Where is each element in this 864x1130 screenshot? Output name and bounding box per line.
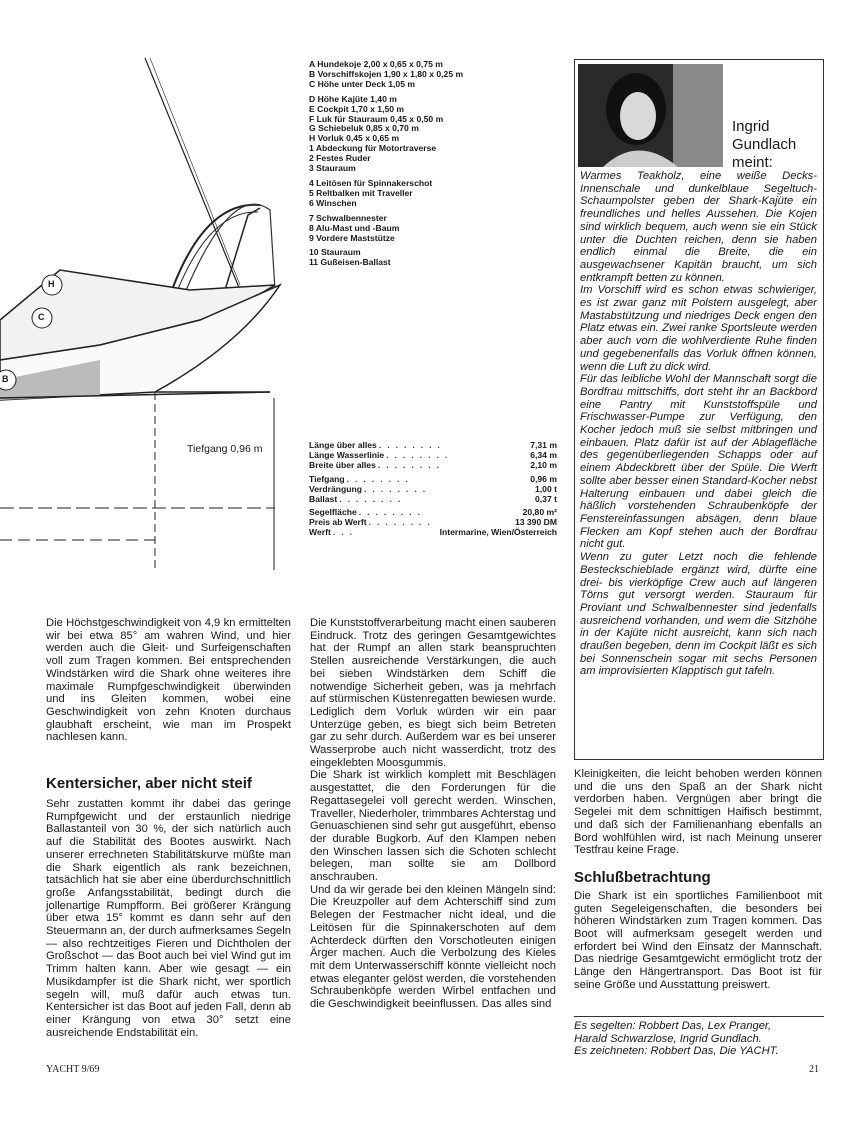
spec-item: D Höhe Kajüte 1,40 m	[309, 93, 397, 104]
article-column-2	[310, 617, 556, 1011]
spec-item: 7 Schwalbennester	[309, 212, 387, 223]
dimension-row: Breite über alles ........ 2,10 m	[309, 459, 557, 470]
spec-item: E Cockpit 1,70 x 1,50 m	[309, 103, 405, 114]
drawing-marker-h: H	[48, 279, 55, 289]
dimension-row: Länge über alles ........ 7,31 m	[309, 440, 557, 450]
spec-item: H Vorluk 0,45 x 0,65 m	[309, 133, 400, 144]
paragraph: Wenn zu guter Letzt noch die fehlende Besteckschieblade ergänzt wird, dürfte eine drei- bis vierköpfige Crew auch auf längeren Törns gut versorgt werden. Stauraum für Proviant und Schwalbennester sind jedenfalls ausreichend vorhanden, und wem die Sitzhöhe in der Kajüte nicht ausreicht, kann sich nach draußen begeben, denn im Cockpit läßt es sich bei Sonnenschein sogar mit sechs Personen am improvisierten Klapptisch gut tafeln.	[580, 551, 817, 678]
dimension-row: Länge Wasserlinie ........ 6,34 m	[309, 449, 557, 460]
dimension-row: Ballast ........ 0,37 t	[309, 493, 557, 504]
paragraph: Die Shark ist ein sportliches Familienboot mit guten Segeleigenschaften, die besonders bei höheren Windstärken zum Tragen kommen. Das Boot will aufmerksam gesegelt werden und erfordert bei Wind den Einsatz der Mannschaft. Das niedrige Gesamtgewicht ermöglicht trotz der Länge den Hängertransport. Das Boot ist für seine Größe und Ausstattung preiswert.	[574, 889, 822, 991]
spec-item: 11 Gußeisen-Ballast	[309, 257, 391, 268]
spec-item: 3 Stauraum	[309, 163, 356, 174]
page-number: 21	[809, 1064, 819, 1075]
paragraph: Sehr zustatten kommt ihr dabei das geringe Rumpfgewicht und der erstaunlich niedrige Ballastanteil von 30 %, der sich natürlich auch auf die Stabilität des Bootes auswirkt. Nach unserer errechneten Stabilitätskurve müßte man die Shark eigentlich als rank bezeichnen, tatsächlich hat sie aber eine überdurchschnittlich große Anfangsstabilität, bedingt durch die jollenartige Rumpfform. Bei größerer Krängung über etwa 15° kommt es dann sehr auf den Steuermann an, der durch aufmerksames Segeln — also rechtzeitiges Fieren und Dichtholen der Großschot — das Boot auch bei viel Wind gut im Trimm halten kann. Aber wie gesagt — ein Musikdampfer ist die Shark nicht, wer sportlich segeln will, muß dafür auch etwas tun. Kentersicher ist das Boot auf jeden Fall, denn ab einer Krängung von etwa 30° setzt eine ausreichende Endstabilität ein.	[46, 798, 291, 1039]
spec-item: 8 Alu-Mast und -Baum	[309, 222, 400, 233]
article-column-3	[574, 768, 822, 992]
paragraph: Kleinigkeiten, die leicht behoben werden können und die uns den Spaß an der Shark nicht verdorben haben. Vergnügen aber bringt die Segelei mit dem schnittigen Haifisch bestimmt, und daß sich der Familienanhang ebenfalls an Bord wohlfühlen wird, ist nach Meinung unserer Testfrau keine Frage.	[574, 768, 822, 857]
spec-legend	[309, 60, 564, 268]
paragraph: Im Vorschiff wird es schon etwas schwieriger, es ist zwar ganz mit Polstern ausgelegt, aber Mastabstützung und niedriges Deck engen den Platz etwas ein. Zwei ranke Sportsleute werden aber auch vorn die wohlverdiente Ruhe finden und gegebenenfalls das Vorluk öffnen können, wenn die Luft zu dick wird.	[580, 284, 817, 373]
spec-item: A Hundekoje 2,00 x 0,65 x 0,75 m	[309, 59, 443, 69]
spec-item: 5 Reltbalken mit Traveller	[309, 187, 413, 198]
sidebar-commentary	[580, 170, 817, 678]
credits-divider	[574, 1016, 824, 1017]
spec-item: C Höhe unter Deck 1,05 m	[309, 78, 416, 89]
author-name: Ingrid Gundlach meint:	[732, 118, 797, 171]
spec-item: B Vorschiffskojen 1,90 x 1,80 x 0,25 m	[309, 68, 464, 79]
paragraph: Die Höchstgeschwindigkeit von 4,9 kn ermittelten wir bei etwa 85° am wahren Wind, und hier werden auch die Gleit- und Surfeigenschaften voll zum Tragen kommen. Bei entsprechenden Windstärken wird die Shark ohne weiteres ihre maximale Rumpfgeschwindigkeit überwinden und ins Gleiten kommen, wobei eine Geschwindigkeit von zehn Knoten durchaus glaubhaft erscheint, wie man im Prospekt nachlesen kann.	[46, 617, 291, 744]
dimension-row: Tiefgang ........ 0,96 m	[309, 473, 557, 484]
spec-item: G Schiebeluk 0,85 x 0,70 m	[309, 123, 419, 134]
spec-item: F Luk für Stauraum 0,45 x 0,50 m	[309, 113, 444, 124]
drawing-marker-c: C	[38, 312, 45, 322]
section-heading: Schlußbetrachtung	[574, 868, 711, 886]
boat-cross-section-drawing	[0, 40, 300, 570]
dimension-row: Werft ... Intermarine, Wien/Österreich	[309, 527, 557, 538]
paragraph: Und da wir gerade bei den kleinen Mängeln sind: Die Kreuzpoller auf dem Achterschiff sind zum Belegen der Festmacher nicht ideal, und die Leitösen für die Spinnakerschoten auf dem Achterdeck dürften den Vorschotleuten einigen Ärger machen. Auch die Verbolzung des Kieles mit dem Unterwasserschiff könnte vielleicht noch etwas eleganter gelöst werden, die vorstehenden Schraubenköpfe werden Wirbel entfachen und die Geschwindigkeit beeinflussen. Das alles sind	[310, 883, 556, 1011]
section-heading: Kentersicher, aber nicht steif	[46, 775, 252, 793]
paragraph: Für das leibliche Wohl der Mannschaft sorgt die Bordfrau mittschiffs, dort steht ihr an Backbord eine Pantry mit Kunststoffspüle und Frischwasser-Pumpe zur Verfügung, den Kocher jedoch muß sie selbst mitbringen und einbauen. Platz dafür ist auf der Ablagefläche des gegenüberliegenden Schapps oder auf einem Abdeckbrett über der Spüle. Die Werft sollte aber besser einen Standard-Kocher nebst Halterung einbauen und dabei gleich die häßlich vorstehenden Schraubenköpfe der Fenstereinfassungen absägen, denn blaue Flecken am Kopf stehen auch der Bordfrau nicht gut.	[580, 373, 817, 551]
dimension-row: Verdrängung ........ 1,00 t	[309, 483, 557, 494]
spec-item: 1 Abdeckung für Motortraverse	[309, 143, 437, 154]
tiefgang-label: Tiefgang 0,96 m	[187, 443, 263, 455]
spec-item: 6 Winschen	[309, 197, 357, 208]
paragraph: Die Kunststoffverarbeitung macht einen sauberen Eindruck. Trotz des geringen Gesamtgewichtes hat der Rumpf an allen stark beanspruchten Stellen ausreichende Verstärkungen, die auch bei sieben Windstärken dem Schiff die notwendige Sicherheit geben, was ja mehrfach auf stürmischen Küstenregatten bewiesen wurde. Lediglich dem Vorluk würden wir ein paar Unterzüge geben, es biegt sich beim Betreten gar zu sehr durch. Außerdem war es bei unserer Wasserprobe auch nicht wasserdicht, trotz des eingeklebten Moosgummis.	[310, 617, 556, 769]
spec-item: 2 Festes Ruder	[309, 153, 371, 164]
author-photo	[578, 64, 723, 167]
dimensions-table	[309, 441, 557, 538]
footer-publication: YACHT 9/69	[46, 1064, 100, 1075]
dimension-row: Segelfläche ........ 20,80 m²	[309, 507, 557, 518]
dimension-row: Preis ab Werft ........ 13 390 DM	[309, 517, 557, 528]
article-column-1	[46, 617, 291, 1039]
credits: Es segelten: Robbert Das, Lex Pranger, Harald Schwarzlose, Ingrid Gundlach. Es zeichneten: Robbert Das, Die YACHT.	[574, 1020, 779, 1058]
spec-item: 4 Leitösen für Spinnakerschot	[309, 177, 433, 188]
paragraph: Warmes Teakholz, eine weiße Decks-Innenschale und dunkelblaue Segeltuch-Schaumpolster geben der Shark-Kajüte ein freundliches und helles Aussehen. Die Kojen sind wirklich bequem, auch wenn sie ein Stück unter die Duchten reichen, denn sie haben endlich einmal die Breite, die ein ausgewachsener Kapitän braucht, um sich entkrampft betten zu können.	[580, 170, 817, 284]
spec-item: 9 Vordere Maststütze	[309, 232, 395, 243]
drawing-marker-b: B	[2, 374, 9, 384]
spec-item: 10 Stauraum	[309, 247, 361, 258]
paragraph: Die Shark ist wirklich komplett mit Beschlägen ausgestattet, die den Forderungen für die Regattasegelei voll gerecht werden. Winschen, Traveller, Niederholer, trimmbares Achterstag und Genuaschienen sind sehr gut ausgeführt, ebenso der durable Bugkorb. Auf den Klampen neben den Winschen lassen sich die Schoten schlecht belegen, man sollte sie am Dollbord anschrauben.	[310, 769, 556, 884]
